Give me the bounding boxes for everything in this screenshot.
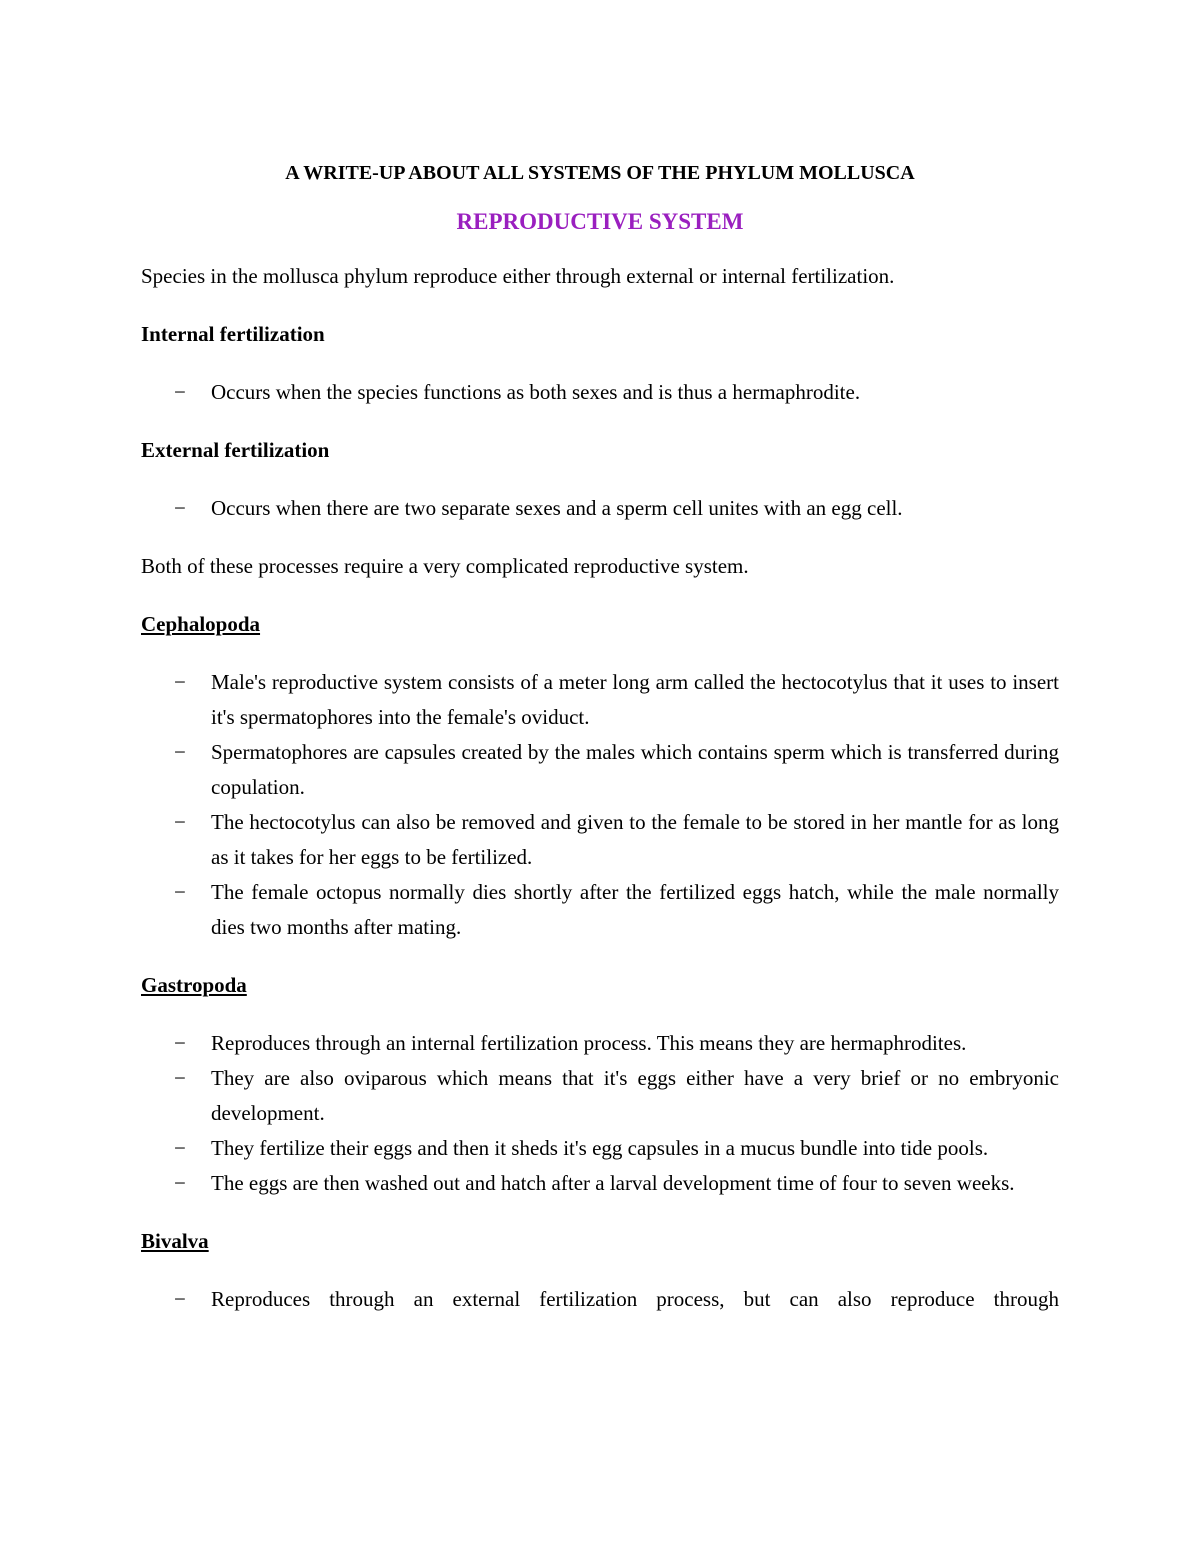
list-item-text: Male's reproductive system consists of a meter long arm called the hectocotylus that it uses to insert it's spermatophores into the female's oviduct. xyxy=(211,670,1059,729)
bivalva-list xyxy=(141,1282,1059,1317)
external-fertilization-heading: External fertilization xyxy=(141,438,330,462)
dash-bullet: − xyxy=(174,380,186,404)
list-item-text: They are also oviparous which means that it's eggs either have a very brief or no embryonic development. xyxy=(211,1066,1059,1125)
dash-bullet: − xyxy=(174,670,186,694)
closing-paragraph: Both of these processes require a very complicated reproductive system. xyxy=(141,554,749,578)
list-item-text: Occurs when there are two separate sexes and a sperm cell unites with an egg cell. xyxy=(211,496,903,520)
external-fertilization-list xyxy=(141,491,1059,526)
dash-bullet: − xyxy=(174,1066,186,1090)
list-item xyxy=(141,1061,1059,1131)
list-item xyxy=(141,665,1059,735)
list-item-text: The female octopus normally dies shortly after the fertilized eggs hatch, while the male normally dies two months after mating. xyxy=(211,880,1059,939)
list-item-text: Spermatophores are capsules created by the males which contains sperm which is transferred during copulation. xyxy=(211,740,1059,799)
list-item xyxy=(141,875,1059,945)
section-title: REPRODUCTIVE SYSTEM xyxy=(456,209,744,234)
list-item-text: The eggs are then washed out and hatch after a larval development time of four to seven weeks. xyxy=(211,1171,1015,1195)
dash-bullet: − xyxy=(174,740,186,764)
bivalva-heading: Bivalva xyxy=(141,1229,209,1253)
dash-bullet: − xyxy=(174,1171,186,1195)
list-item-text: Reproduces through an external fertilization process, but can also reproduce through xyxy=(211,1287,1059,1311)
list-item xyxy=(141,735,1059,805)
dash-bullet: − xyxy=(174,496,186,520)
document-title: A WRITE-UP ABOUT ALL SYSTEMS OF THE PHYLUM MOLLUSCA xyxy=(285,162,915,184)
dash-bullet: − xyxy=(174,1136,186,1160)
dash-bullet: − xyxy=(174,810,186,834)
gastropoda-heading: Gastropoda xyxy=(141,973,247,997)
list-item xyxy=(141,1166,1059,1201)
list-item xyxy=(141,1282,1059,1317)
gastropoda-list xyxy=(141,1026,1059,1201)
list-item-text: Occurs when the species functions as both sexes and is thus a hermaphrodite. xyxy=(211,380,861,404)
list-item xyxy=(141,805,1059,875)
list-item-text: The hectocotylus can also be removed and given to the female to be stored in her mantle for as long as it takes for her eggs to be fertilized. xyxy=(211,810,1059,869)
list-item xyxy=(141,375,1059,410)
dash-bullet: − xyxy=(174,1031,186,1055)
cephalopoda-heading: Cephalopoda xyxy=(141,612,261,636)
intro-paragraph: Species in the mollusca phylum reproduce either through external or internal fertilization. xyxy=(141,264,895,288)
list-item-text: Reproduces through an internal fertilization process. This means they are hermaphrodites. xyxy=(211,1031,967,1055)
document-body xyxy=(141,158,1059,1317)
dash-bullet: − xyxy=(174,880,186,904)
internal-fertilization-heading: Internal fertilization xyxy=(141,322,325,346)
list-item xyxy=(141,1131,1059,1166)
cephalopoda-list xyxy=(141,665,1059,945)
list-item-text: They fertilize their eggs and then it sheds it's egg capsules in a mucus bundle into tide pools. xyxy=(211,1136,989,1160)
dash-bullet: − xyxy=(174,1287,186,1311)
list-item xyxy=(141,1026,1059,1061)
list-item xyxy=(141,491,1059,526)
internal-fertilization-list xyxy=(141,375,1059,410)
